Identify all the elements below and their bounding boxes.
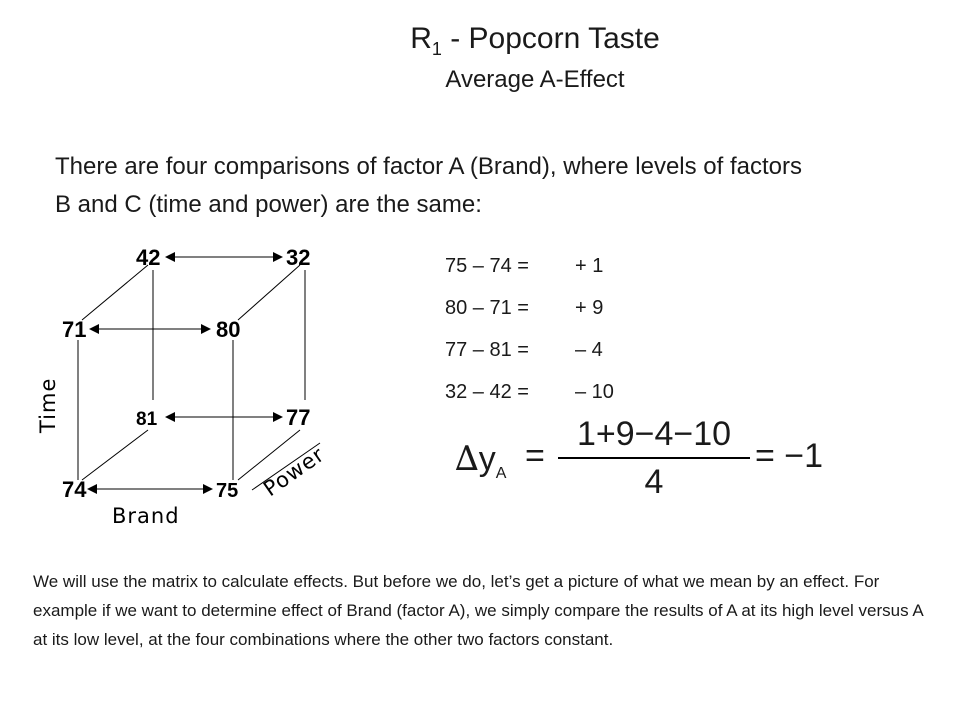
- average-effect-formula: [455, 415, 855, 500]
- value-back-bottom-left: 81: [136, 409, 158, 430]
- formula-denominator: 4: [644, 463, 664, 501]
- title-subscript: 1: [431, 39, 442, 59]
- formula-fraction: [558, 415, 750, 501]
- delta-symbol: ∆: [455, 439, 479, 479]
- difference-row: [445, 329, 614, 371]
- factor-cube-diagram: [20, 235, 350, 535]
- edge-diag-top-right: [238, 265, 300, 320]
- value-front-top-right: 80: [216, 317, 241, 342]
- axis-label-power: Power: [259, 442, 329, 502]
- explanation-note: We will use the matrix to calculate effects. But before we do, let’s get a picture of what we mean by an effect. For example if we want to determine effect of Brand (factor A), we simply compare the results of A at its high level versus A at its low level, at the four combinations where the other two factors constant.: [33, 572, 923, 649]
- formula-lhs: [455, 439, 506, 483]
- formula-result: = −1: [755, 437, 824, 475]
- formula-numerator: 1+9−4−10: [576, 415, 732, 453]
- difference-row: [445, 245, 614, 287]
- difference-expression: 75 – 74 =: [445, 255, 529, 277]
- value-front-top-left: 71: [62, 317, 87, 342]
- slide-subtitle: Average A-Effect: [445, 66, 625, 93]
- value-front-bottom-right: 75: [216, 480, 239, 502]
- difference-row: [445, 287, 614, 329]
- difference-row: [445, 371, 614, 413]
- value-front-bottom-left: 74: [62, 477, 87, 502]
- difference-result: + 9: [575, 297, 604, 319]
- y-symbol: y: [478, 440, 496, 478]
- value-back-top-left: 42: [136, 245, 161, 270]
- difference-result: – 4: [575, 339, 603, 361]
- equals-sign: =: [525, 437, 545, 475]
- difference-expression: 32 – 42 =: [445, 381, 529, 403]
- value-back-bottom-right: 77: [286, 405, 311, 430]
- edge-diag-top-left: [82, 265, 148, 320]
- cube-svg: [20, 235, 350, 535]
- axis-label-brand: Brand: [112, 504, 180, 528]
- difference-result: – 10: [575, 381, 614, 403]
- difference-list: [445, 245, 614, 413]
- axis-label-time: Time: [36, 377, 60, 433]
- difference-result: + 1: [575, 255, 604, 277]
- difference-expression: 77 – 81 =: [445, 339, 529, 361]
- y-subscript: A: [495, 464, 507, 482]
- title-main: R: [410, 22, 432, 55]
- difference-expression: 80 – 71 =: [445, 297, 529, 319]
- title-rest: - Popcorn Taste: [441, 22, 660, 55]
- edge-diag-bottom-left: [82, 430, 148, 480]
- fraction-bar: [558, 457, 750, 459]
- value-back-top-right: 32: [286, 245, 311, 270]
- slide-title: [0, 22, 960, 60]
- intro-text: There are four comparisons of factor A (Brand), where levels of factors B and C (time and power) are the same:: [55, 153, 802, 218]
